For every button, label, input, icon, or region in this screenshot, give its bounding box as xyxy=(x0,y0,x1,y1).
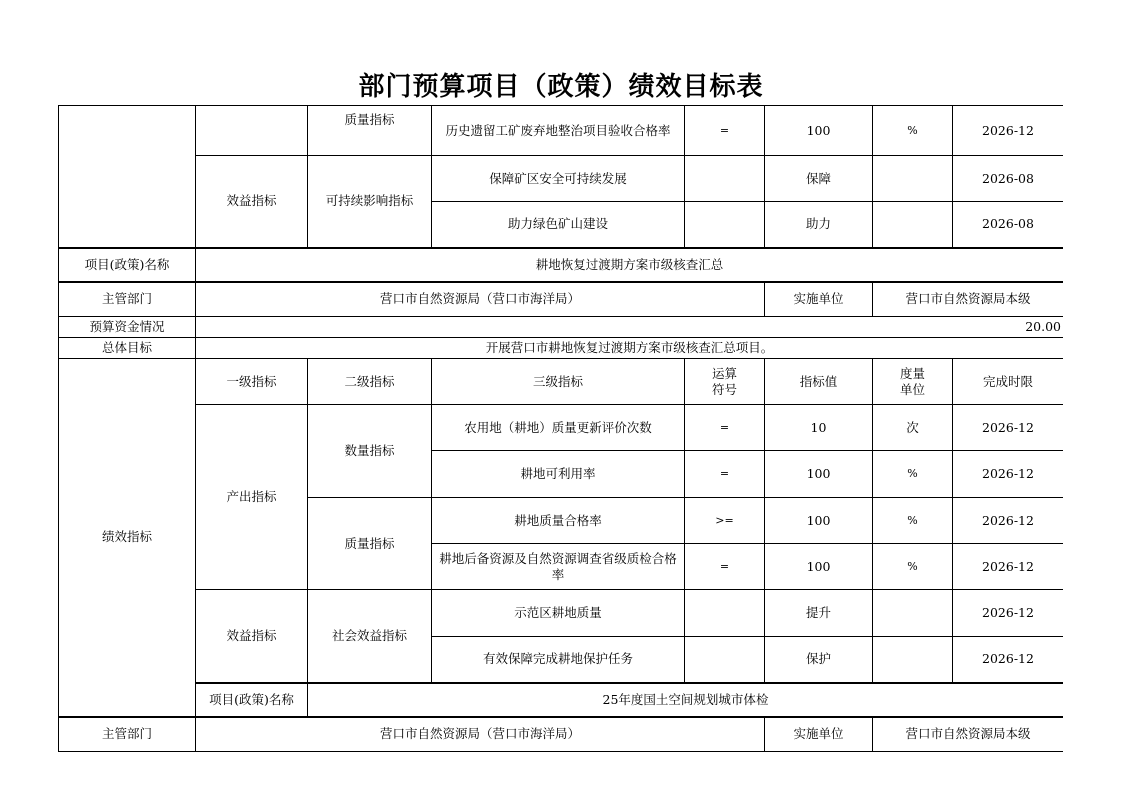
op-cell xyxy=(685,156,765,202)
performance-table-sheet xyxy=(58,105,1063,755)
time-cell: 2026-08 xyxy=(953,156,1064,202)
time-cell: 2026-12 xyxy=(953,544,1064,590)
impl-label: 实施单位 xyxy=(765,282,873,317)
value-cell: 100 xyxy=(765,498,873,544)
budget-label: 预算资金情况 xyxy=(59,317,196,338)
value-cell: 100 xyxy=(765,451,873,498)
dept-label: 主管部门 xyxy=(59,282,196,317)
table-row xyxy=(59,359,1064,405)
unit-cell: % xyxy=(873,451,953,498)
continued-l1-cell xyxy=(196,106,308,156)
perf-label: 绩效指标 xyxy=(59,359,196,717)
dept-value: 营口市自然资源局（营口市海洋局） xyxy=(196,282,765,317)
dept-label: 主管部门 xyxy=(59,717,196,752)
value-cell: 100 xyxy=(765,106,873,156)
header-value: 指标值 xyxy=(765,359,873,405)
value-cell: 提升 xyxy=(765,590,873,637)
continued-perf-cell xyxy=(59,106,196,248)
table-row xyxy=(59,717,1064,752)
table-row xyxy=(59,338,1064,359)
table-row xyxy=(59,248,1064,282)
dept-value: 营口市自然资源局（营口市海洋局） xyxy=(196,717,765,752)
l3-cell: 耕地后备资源及自然资源调查省级质检合格率 xyxy=(432,544,685,590)
l3-cell: 历史遗留工矿废弃地整治项目验收合格率 xyxy=(432,106,685,156)
impl-label: 实施单位 xyxy=(765,717,873,752)
header-l3: 三级指标 xyxy=(432,359,685,405)
budget-value: 20.00 xyxy=(196,317,1064,338)
value-cell: 助力 xyxy=(765,202,873,248)
continued-l2-cell: 质量指标 xyxy=(308,106,432,156)
output-l1-cell: 产出指标 xyxy=(196,405,308,590)
l3-cell: 耕地可利用率 xyxy=(432,451,685,498)
benefit-l2-cell: 可持续影响指标 xyxy=(308,156,432,248)
unit-cell xyxy=(873,637,953,683)
unit-cell: % xyxy=(873,498,953,544)
quantity-l2-cell: 数量指标 xyxy=(308,405,432,498)
unit-cell: % xyxy=(873,106,953,156)
l3-cell: 示范区耕地质量 xyxy=(432,590,685,637)
l3-cell: 耕地质量合格率 xyxy=(432,498,685,544)
op-cell: >= xyxy=(685,498,765,544)
table-row xyxy=(59,317,1064,338)
project-name-label: 项目(政策)名称 xyxy=(196,683,308,717)
table-row xyxy=(59,405,1064,451)
impl-value: 营口市自然资源局本级 xyxy=(873,717,1064,752)
op-cell: = xyxy=(685,451,765,498)
page-title: 部门预算项目（政策）绩效目标表 xyxy=(358,72,764,102)
op-cell: = xyxy=(685,405,765,451)
unit-cell: % xyxy=(873,544,953,590)
op-cell: = xyxy=(685,544,765,590)
goal-label: 总体目标 xyxy=(59,338,196,359)
project-name-value: 耕地恢复过渡期方案市级核查汇总 xyxy=(196,248,1064,282)
header-l1: 一级指标 xyxy=(196,359,308,405)
value-cell: 100 xyxy=(765,544,873,590)
l3-cell: 助力绿色矿山建设 xyxy=(432,202,685,248)
op-cell xyxy=(685,637,765,683)
table-row xyxy=(59,590,1064,637)
table-row xyxy=(59,282,1064,317)
time-cell: 2026-12 xyxy=(953,405,1064,451)
time-cell: 2026-12 xyxy=(953,590,1064,637)
unit-cell xyxy=(873,590,953,637)
table-row xyxy=(59,106,1064,156)
header-time: 完成时限 xyxy=(953,359,1064,405)
unit-cell: 次 xyxy=(873,405,953,451)
time-cell: 2026-12 xyxy=(953,451,1064,498)
goal-value: 开展营口市耕地恢复过渡期方案市级核查汇总项目。 xyxy=(196,338,1064,359)
header-l2: 二级指标 xyxy=(308,359,432,405)
table-row xyxy=(59,156,1064,202)
performance-table xyxy=(58,105,1063,752)
header-op: 运算符号 xyxy=(685,359,765,405)
time-cell: 2026-08 xyxy=(953,202,1064,248)
unit-cell xyxy=(873,202,953,248)
time-cell: 2026-12 xyxy=(953,498,1064,544)
header-unit: 度量单位 xyxy=(873,359,953,405)
benefit-l1-cell: 效益指标 xyxy=(196,156,308,248)
value-cell: 10 xyxy=(765,405,873,451)
project-name-label: 项目(政策)名称 xyxy=(59,248,196,282)
benefit-l1-cell: 效益指标 xyxy=(196,590,308,683)
unit-cell xyxy=(873,156,953,202)
l3-cell: 农用地（耕地）质量更新评价次数 xyxy=(432,405,685,451)
op-cell xyxy=(685,590,765,637)
l3-cell: 有效保障完成耕地保护任务 xyxy=(432,637,685,683)
value-cell: 保护 xyxy=(765,637,873,683)
op-cell: = xyxy=(685,106,765,156)
impl-value: 营口市自然资源局本级 xyxy=(873,282,1064,317)
social-l2-cell: 社会效益指标 xyxy=(308,590,432,683)
l3-cell: 保障矿区安全可持续发展 xyxy=(432,156,685,202)
op-cell xyxy=(685,202,765,248)
value-cell: 保障 xyxy=(765,156,873,202)
time-cell: 2026-12 xyxy=(953,637,1064,683)
time-cell: 2026-12 xyxy=(953,106,1064,156)
quality-l2-cell: 质量指标 xyxy=(308,498,432,590)
table-row xyxy=(59,683,1064,717)
project-name-value: 25年度国土空间规划城市体检 xyxy=(308,683,1064,717)
